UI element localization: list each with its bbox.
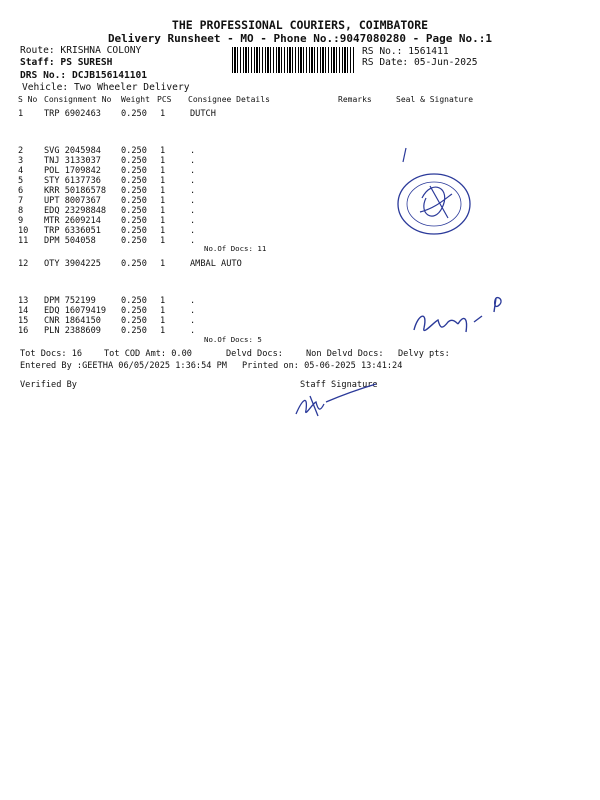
- row-consignee: .: [190, 316, 196, 326]
- table-row: [0, 146, 600, 156]
- seal-tick: [398, 146, 410, 166]
- row-consignment: TRP 6336051: [44, 226, 101, 236]
- row-weight: 0.250: [121, 236, 147, 246]
- row-consignment: TNJ 3133037: [44, 156, 101, 166]
- row-pcs: 1: [160, 196, 166, 206]
- row-consignee: .: [190, 186, 196, 196]
- row-consignee: .: [190, 226, 196, 236]
- table-row: [0, 206, 600, 216]
- consignee-signature: [408, 292, 518, 340]
- row-consignment: MTR 2609214: [44, 216, 101, 226]
- row-weight: 0.250: [121, 306, 147, 316]
- row-pcs: 1: [160, 259, 166, 269]
- row-weight: 0.250: [121, 176, 147, 186]
- row-weight: 0.250: [121, 196, 147, 206]
- row-consignee: .: [190, 236, 196, 246]
- company-title: THE PROFESSIONAL COURIERS, COIMBATORE: [171, 18, 429, 32]
- row-sno: 12: [18, 259, 29, 269]
- staff-label: Staff: PS SURESH: [20, 57, 113, 68]
- group-total-1: No.Of Docs: 11: [204, 244, 267, 253]
- row-pcs: 1: [160, 216, 166, 226]
- table-row: [0, 259, 600, 269]
- row-weight: 0.250: [121, 259, 147, 269]
- row-sno: 8: [18, 206, 24, 216]
- table-row: [0, 226, 600, 236]
- row-consignee: .: [190, 166, 196, 176]
- row-consignment: POL 1709842: [44, 166, 101, 176]
- table-row: [0, 236, 600, 246]
- staff-signature: [290, 380, 380, 422]
- table-row: [0, 166, 600, 176]
- row-pcs: 1: [160, 156, 166, 166]
- row-consignment: SVG 2045984: [44, 146, 101, 156]
- verified-by: Verified By: [20, 380, 77, 390]
- row-consignment: UPT 8007367: [44, 196, 101, 206]
- row-weight: 0.250: [121, 216, 147, 226]
- staff-signature-label: Staff Signature: [300, 380, 378, 390]
- row-weight: 0.250: [121, 146, 147, 156]
- row-consignee: .: [190, 216, 196, 226]
- row-pcs: 1: [160, 306, 166, 316]
- entered-by: Entered By :GEETHA 06/05/2025 1:36:54 PM: [20, 361, 227, 371]
- row-weight: 0.250: [121, 226, 147, 236]
- row-consignment: DPM 752199: [44, 296, 96, 306]
- rs-no-label: RS No.: 1561411: [362, 46, 449, 57]
- row-sno: 6: [18, 186, 24, 196]
- runsheet-title: Delivery Runsheet - MO - Phone No.:9047080280 - Page No.:1: [107, 32, 493, 45]
- col-seal: Seal & Signature: [396, 95, 474, 104]
- row-consignee: .: [190, 296, 196, 306]
- vehicle-label: Vehicle: Two Wheeler Delivery: [22, 82, 190, 93]
- col-consignment: Consignment No: [44, 95, 112, 104]
- col-pcs: PCS: [157, 95, 172, 104]
- row-sno: 5: [18, 176, 24, 186]
- row-pcs: 1: [160, 146, 166, 156]
- row-pcs: 1: [160, 109, 166, 119]
- row-consignment: TRP 6902463: [44, 109, 101, 119]
- barcode: [232, 47, 354, 73]
- table-row: [0, 186, 600, 196]
- row-consignment: STY 6137736: [44, 176, 101, 186]
- row-pcs: 1: [160, 166, 166, 176]
- col-sno: S No: [18, 95, 38, 104]
- route-label: Route: KRISHNA COLONY: [20, 45, 142, 56]
- delvd-docs: Delvd Docs:: [226, 349, 283, 359]
- row-weight: 0.250: [121, 186, 147, 196]
- row-consignee: AMBAL AUTO: [190, 259, 242, 269]
- row-sno: 2: [18, 146, 24, 156]
- row-sno: 14: [18, 306, 29, 316]
- col-remarks: Remarks: [338, 95, 372, 104]
- row-sno: 13: [18, 296, 29, 306]
- row-consignee: .: [190, 196, 196, 206]
- row-pcs: 1: [160, 186, 166, 196]
- row-weight: 0.250: [121, 166, 147, 176]
- col-consignee: Consignee Details: [188, 95, 270, 104]
- row-consignee: .: [190, 326, 196, 336]
- row-consignment: CNR 1864150: [44, 316, 101, 326]
- row-sno: 4: [18, 166, 24, 176]
- table-row: [0, 156, 600, 166]
- group-total-2: No.Of Docs: 5: [204, 335, 262, 344]
- table-header: [0, 95, 600, 105]
- row-sno: 16: [18, 326, 29, 336]
- tot-cod: Tot COD Amt: 0.00: [104, 349, 192, 359]
- row-consignment: EDQ 23298848: [44, 206, 107, 216]
- row-pcs: 1: [160, 316, 166, 326]
- table-row: [0, 216, 600, 226]
- row-sno: 15: [18, 316, 29, 326]
- row-pcs: 1: [160, 326, 166, 336]
- row-weight: 0.250: [121, 326, 147, 336]
- row-pcs: 1: [160, 206, 166, 216]
- row-sno: 7: [18, 196, 24, 206]
- row-sno: 1: [18, 109, 24, 119]
- row-consignee: .: [190, 146, 196, 156]
- row-weight: 0.250: [121, 206, 147, 216]
- row-consignment: PLN 2388609: [44, 326, 101, 336]
- non-delvd-docs: Non Delvd Docs:: [306, 349, 384, 359]
- row-weight: 0.250: [121, 156, 147, 166]
- row-consignee: .: [190, 306, 196, 316]
- row-consignee: .: [190, 176, 196, 186]
- tot-docs: Tot Docs: 16: [20, 349, 83, 359]
- row-consignment: OTY 3904225: [44, 259, 101, 269]
- row-weight: 0.250: [121, 109, 147, 119]
- row-pcs: 1: [160, 236, 166, 246]
- row-consignment: EDQ 16079419: [44, 306, 107, 316]
- row-consignment: KRR 50186578: [44, 186, 107, 196]
- row-sno: 9: [18, 216, 24, 226]
- row-sno: 11: [18, 236, 29, 246]
- delvy-pts: Delvy pts:: [398, 349, 450, 359]
- printed-on: Printed on: 05-06-2025 13:41:24: [242, 361, 403, 371]
- table-row: [0, 109, 600, 119]
- row-sno: 3: [18, 156, 24, 166]
- rs-date-label: RS Date: 05-Jun-2025: [362, 57, 478, 68]
- row-pcs: 1: [160, 226, 166, 236]
- row-sno: 10: [18, 226, 29, 236]
- row-pcs: 1: [160, 296, 166, 306]
- table-row: [0, 176, 600, 186]
- seal-stamp: [392, 168, 482, 238]
- drs-label: DRS No.: DCJB156141101: [20, 70, 148, 81]
- row-consignee: DUTCH: [190, 109, 216, 119]
- table-row: [0, 196, 600, 206]
- row-weight: 0.250: [121, 296, 147, 306]
- row-consignee: .: [190, 156, 196, 166]
- row-consignee: .: [190, 206, 196, 216]
- row-consignment: DPM 504058: [44, 236, 96, 246]
- row-weight: 0.250: [121, 316, 147, 326]
- row-pcs: 1: [160, 176, 166, 186]
- col-weight: Weight: [121, 95, 150, 104]
